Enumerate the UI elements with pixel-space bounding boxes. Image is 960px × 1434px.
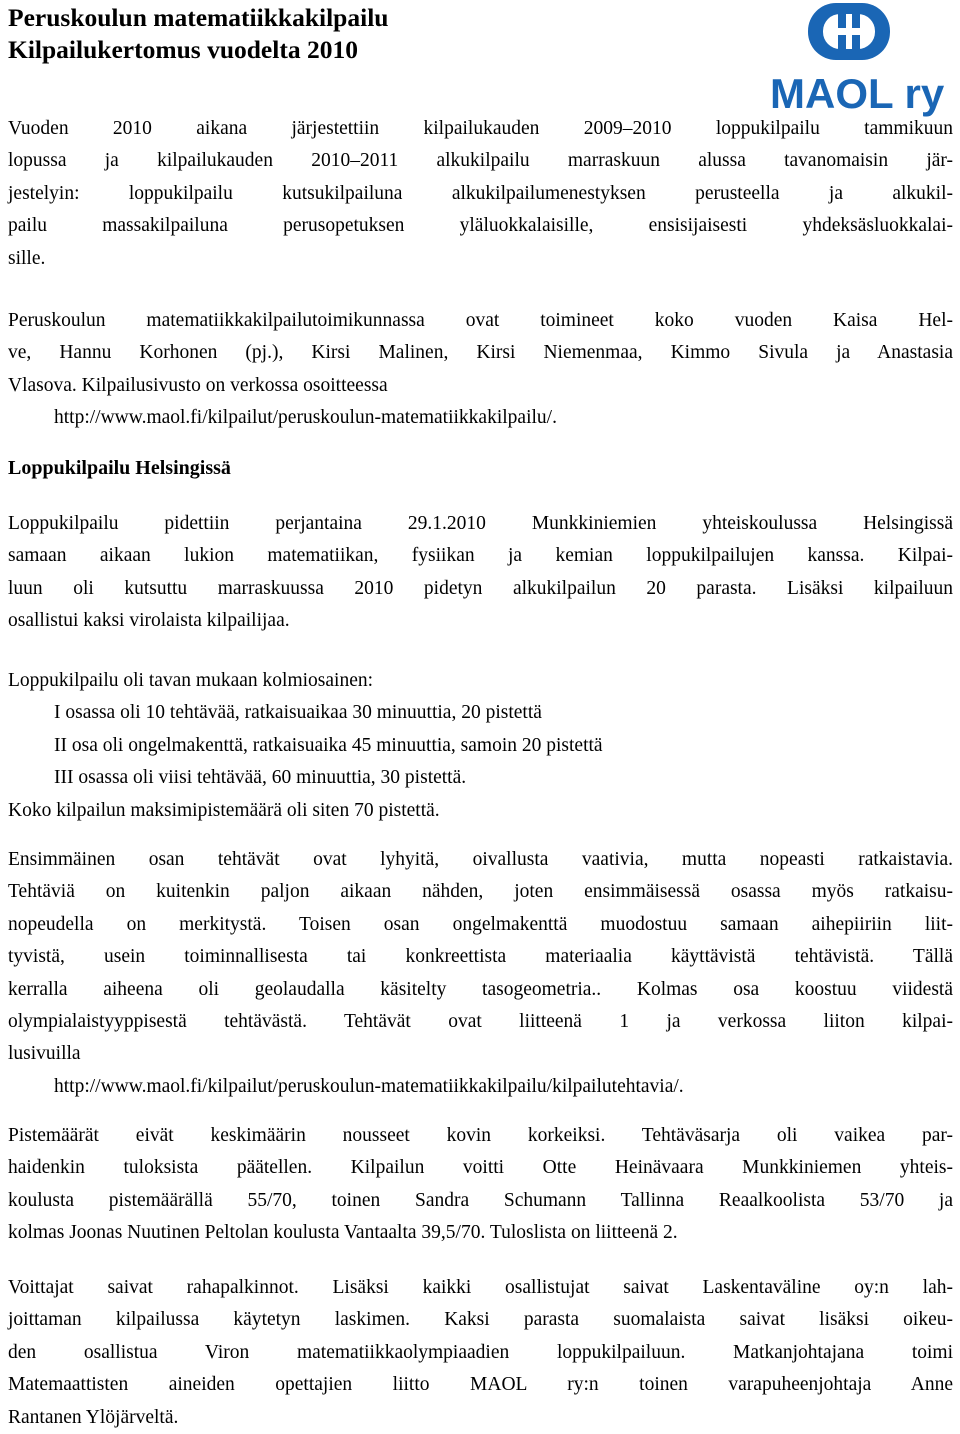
text-line: luun oli kutsuttu marraskuussa 2010 pidetyn alkukilpailun 20 parasta. Lisäksi kilpailuun bbox=[8, 577, 953, 599]
text-line: Ensimmäinen osan tehtävät ovat lyhyitä, oivallusta vaativia, mutta nopeasti ratkaistavia. bbox=[8, 849, 953, 870]
text-line: lopussa ja kilpailukauden 2010–2011 alkukilpailu marraskuun alussa tavanomaisin jär- bbox=[8, 150, 953, 172]
committee-paragraph bbox=[8, 305, 953, 435]
text-line: Vlasova. Kilpailusivusto on verkossa osoitteessa bbox=[8, 374, 388, 396]
page-title-line-2: Kilpailukertomus vuodelta 2010 bbox=[8, 35, 358, 64]
part-item: III osassa oli viisi tehtävää, 60 minuuttia, 30 pistettä. bbox=[54, 767, 467, 789]
text-line: pailu massakilpailuna perusopetuksen yläluokkalaisille, ensisijaisesti yhdeksäsluokkalai- bbox=[8, 215, 953, 237]
text-line: kerralla aiheena oli geolaudalla käsitelty tasogeometria.. Kolmas osa koostuu viidestä bbox=[8, 978, 953, 1000]
results-paragraph bbox=[8, 1120, 953, 1250]
text-line: kolmas Joonas Nuutinen Peltolan koulusta Vantaalta 39,5/70. Tuloslista on liitteenä 2. bbox=[8, 1222, 678, 1244]
text-line: sille. bbox=[8, 247, 46, 269]
text-line: Matemaattisten aineiden opettajien liitto MAOL ry:n toinen varapuheenjohtaja Anne bbox=[8, 1374, 953, 1396]
text-line: koulusta pistemäärällä 55/70, toinen Sandra Schumann Tallinna Reaalkoolista 53/70 ja bbox=[8, 1189, 953, 1211]
maol-emblem-icon bbox=[808, 3, 890, 60]
text-line: Loppukilpailu pidettiin perjantaina 29.1.2010 Munkkiniemien yhteiskoulussa Helsingissä bbox=[8, 513, 953, 534]
text-line: Voittajat saivat rahapalkinnot. Lisäksi kaikki osallistujat saivat Laskentaväline oy:n lah- bbox=[8, 1277, 953, 1298]
text-line: tyvistä, usein toiminnallisesta tai konkreettista materiaalia käyttävistä tehtävistä. Tällä bbox=[8, 946, 953, 968]
text-line: Pistemäärät eivät keskimäärin nousseet kovin korkeiksi. Tehtäväsarja oli vaikea par- bbox=[8, 1125, 953, 1146]
text-line: olympialaistyyppisestä tehtävästä. Tehtävät ovat liitteenä 1 ja verkossa liiton kilpai- bbox=[8, 1011, 953, 1033]
maol-logo-text: MAOL ry bbox=[770, 70, 945, 117]
maol-logo bbox=[760, 0, 950, 118]
part-item: I osassa oli 10 tehtävää, ratkaisuaikaa 30 minuuttia, 20 pistettä bbox=[54, 702, 542, 724]
text-line: Vuoden 2010 aikana järjestettiin kilpailukauden 2009–2010 loppukilpailu tammikuun bbox=[8, 118, 953, 139]
page-title-line-1: Peruskoulun matematiikkakilpailu bbox=[8, 3, 389, 32]
text-line: osallistui kaksi virolaista kilpailijaa. bbox=[8, 610, 290, 632]
intro-paragraph bbox=[8, 113, 953, 275]
tasks-paragraph bbox=[8, 844, 953, 1103]
text-line: ve, Hannu Korhonen (pj.), Kirsi Malinen, Kirsi Niemenmaa, Kimmo Sivula ja Anastasia bbox=[8, 342, 953, 364]
text-line: Rantanen Ylöjärveltä. bbox=[8, 1406, 179, 1428]
structure-paragraph bbox=[8, 665, 953, 827]
section-heading: Loppukilpailu Helsingissä bbox=[8, 457, 231, 479]
text-line: Tehtäviä on kuitenkin paljon aikaan nähden, joten ensimmäisessä osassa myös ratkaisu- bbox=[8, 881, 953, 903]
website-link[interactable]: http://www.maol.fi/kilpailut/peruskoulun-matematiikkakilpailu/. bbox=[54, 407, 557, 429]
text-line: Koko kilpailun maksimipistemäärä oli siten 70 pistettä. bbox=[8, 799, 440, 821]
final-paragraph bbox=[8, 508, 953, 638]
part-item: II osa oli ongelmakenttä, ratkaisuaika 45 minuuttia, samoin 20 pistettä bbox=[54, 734, 603, 756]
text-line: nopeudella on merkitystä. Toisen osan ongelmakenttä muodostuu samaan aihepiiriin liit- bbox=[8, 913, 953, 935]
text-line: jestelyin: loppukilpailu kutsukilpailuna alkukilpailumenestyksen perusteella ja alkukil- bbox=[8, 182, 953, 204]
text-line: den osallistua Viron matematiikkaolympiaadien loppukilpailuun. Matkanjohtajana toimi bbox=[8, 1341, 953, 1363]
prizes-paragraph bbox=[8, 1272, 953, 1434]
text-line: haidenkin tuloksista päätellen. Kilpailun voitti Otte Heinävaara Munkkiniemen yhteis- bbox=[8, 1157, 953, 1179]
text-line: samaan aikaan lukion matematiikan, fysiikan ja kemian loppukilpailujen kanssa. Kilpai- bbox=[8, 545, 953, 567]
tasks-link[interactable]: http://www.maol.fi/kilpailut/peruskoulun-matematiikkakilpailu/kilpailutehtavia/. bbox=[54, 1075, 684, 1097]
text-line: Loppukilpailu oli tavan mukaan kolmiosainen: bbox=[8, 670, 374, 691]
text-line: Peruskoulun matematiikkakilpailutoimikunnassa ovat toimineet koko vuoden Kaisa Hel- bbox=[8, 310, 953, 331]
text-line: joittaman kilpailussa käytetyn laskimen. Kaksi parasta suomalaista saivat lisäksi oikeu- bbox=[8, 1309, 953, 1331]
text-line: lusivuilla bbox=[8, 1043, 81, 1065]
